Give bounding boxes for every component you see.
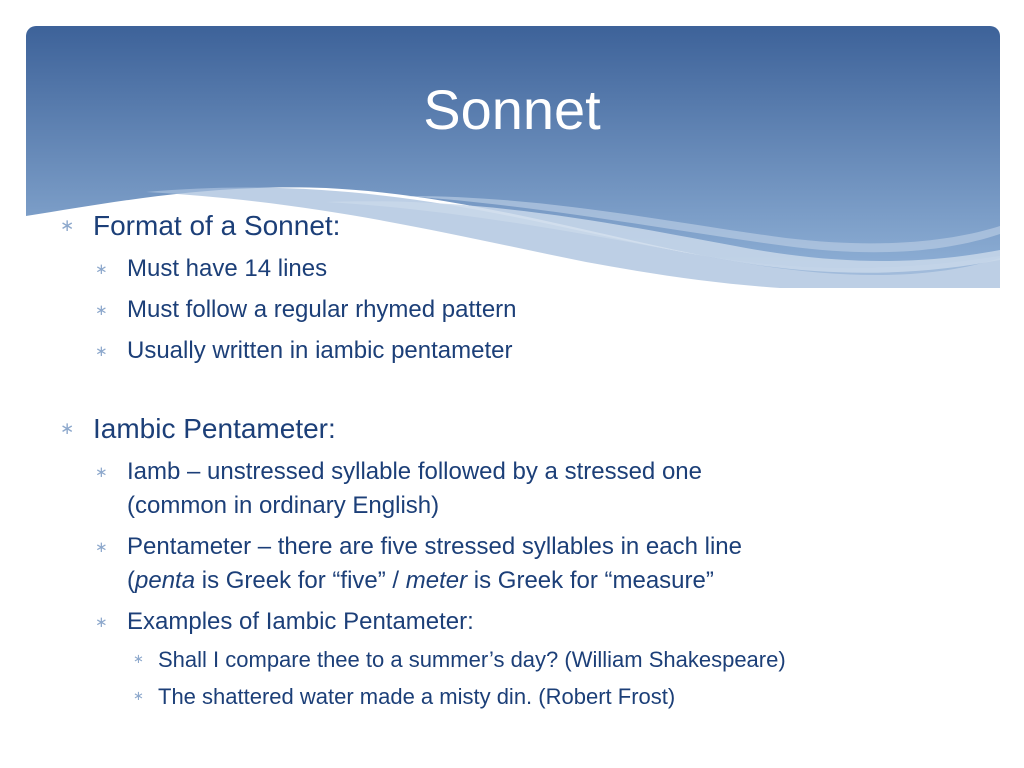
- bullet-asterisk-icon: ∗: [95, 613, 108, 631]
- format-item-rhyme: Must follow a regular rhymed pattern: [127, 296, 517, 323]
- list-item: [58, 252, 958, 286]
- example-shakespeare: Shall I compare thee to a summer’s day? (William Shakespeare): [158, 647, 786, 672]
- list-item: [58, 293, 958, 327]
- slide-title: Sonnet: [423, 78, 601, 141]
- list-item: [58, 334, 958, 368]
- format-heading: Format of a Sonnet:: [93, 210, 341, 241]
- examples-heading: Examples of Iambic Pentameter:: [127, 608, 474, 635]
- bullet-list: [58, 207, 958, 713]
- meter-word: meter: [405, 567, 468, 594]
- example-frost: The shattered water made a misty din. (Robert Frost): [158, 684, 676, 709]
- bullet-asterisk-icon: ∗: [95, 342, 108, 360]
- iamb-definition-line2: (common in ordinary English): [127, 492, 440, 519]
- bullet-asterisk-icon: ∗: [60, 216, 75, 236]
- iambic-heading: Iambic Pentameter:: [93, 413, 336, 444]
- list-item-example: [58, 644, 958, 676]
- list-item-example: [58, 681, 958, 713]
- list-item-format-heading: [58, 207, 958, 245]
- iamb-definition-line1: Iamb – unstressed syllable followed by a stressed one: [127, 458, 702, 485]
- list-item-iambic-heading: [58, 410, 958, 448]
- list-item-pentameter: [58, 530, 958, 598]
- format-item-meter: Usually written in iambic pentameter: [127, 337, 513, 364]
- open-paren: (: [127, 567, 135, 594]
- bullet-asterisk-icon: ∗: [133, 652, 144, 667]
- bullet-asterisk-icon: ∗: [95, 260, 108, 278]
- penta-word: penta: [135, 567, 196, 594]
- list-item-examples-heading: [58, 605, 958, 639]
- section-spacer: [58, 368, 958, 410]
- bullet-asterisk-icon: ∗: [60, 419, 75, 439]
- greek-measure-text: is Greek for “measure”: [467, 567, 714, 594]
- format-item-lines: Must have 14 lines: [127, 255, 328, 282]
- list-item-iamb: [58, 455, 958, 523]
- greek-five-text: is Greek for “five” /: [195, 567, 406, 594]
- pentameter-definition-line1: Pentameter – there are five stressed syllables in each line: [127, 533, 742, 560]
- bullet-asterisk-icon: ∗: [133, 689, 144, 704]
- bullet-asterisk-icon: ∗: [95, 538, 108, 556]
- pentameter-definition-line2: [127, 564, 958, 598]
- bullet-asterisk-icon: ∗: [95, 301, 108, 319]
- bullet-asterisk-icon: ∗: [95, 463, 108, 481]
